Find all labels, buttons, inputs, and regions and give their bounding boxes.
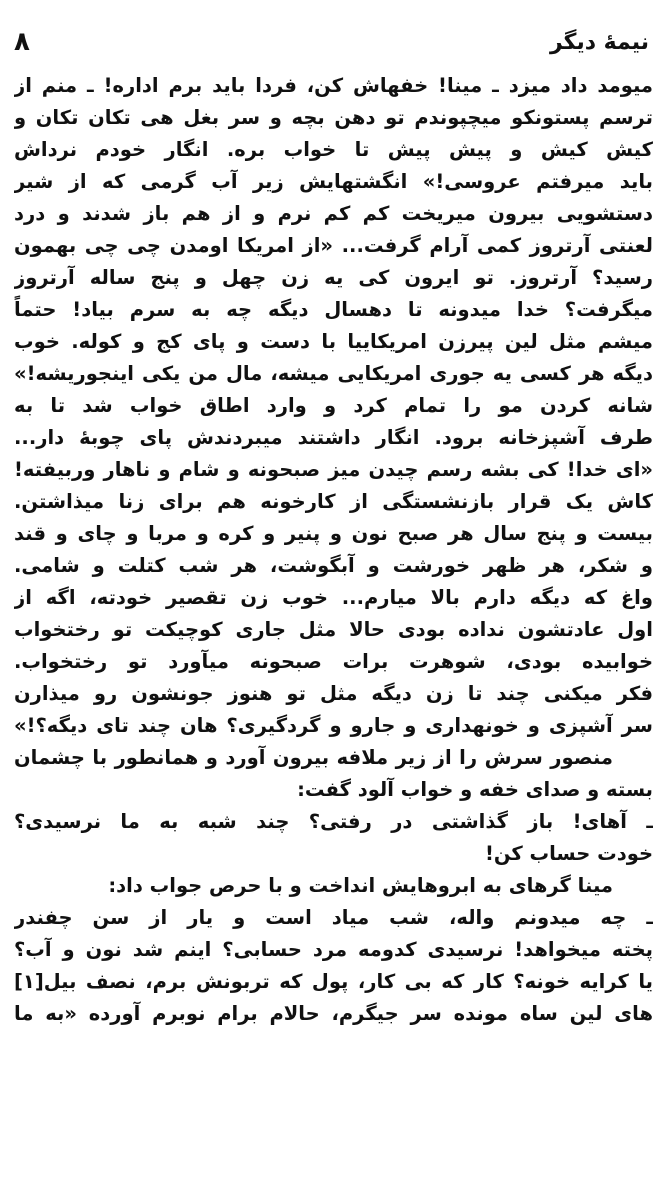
text-line: بیست و پنج سال هر صبح نون و پنیر و کره و مربا و چای و قند bbox=[14, 522, 653, 545]
text-line: و شکر، هر ظهر خورشت و آبگوشت، هر شب کتلت و شامی. bbox=[14, 554, 653, 577]
text-line: پخته میخواهد! نرسیدی کدومه مرد حسابی؟ اینم شد نون و آب؟ bbox=[14, 938, 653, 961]
text-line: فکر میکنی چند تا زن دیگه مثل تو هنوز جونشون رو میذارن bbox=[14, 682, 653, 705]
text-line: میگرفت؟ خدا میدونه تا دهسال دیگه چه به سرم بیاد! حتماً bbox=[14, 298, 653, 321]
text-line: باید میرفتم عروسی!» انگشتهایش زیر آب گرمی که از شیر bbox=[14, 170, 653, 193]
text-line: منصور سرش را از زیر ملافه بیرون آورد و همانطور با چشمان bbox=[14, 746, 613, 769]
text-line: دیگه هر کسی یه جوری امریکایی میشه، مال من یکی اینجوریشه!» bbox=[14, 362, 653, 385]
text-line: خوابیده بودی، شوهرت برات صبحونه میآورد تو رختخواب. bbox=[14, 650, 653, 673]
text-line: ـ آهای! باز گذاشتی در رفتی؟ چند شبه به ما نرسیدی؟ bbox=[14, 810, 653, 833]
text-line: لعنتی آرتروز کمی آرام گرفت... «از امریکا اومدن چی چی بهمون bbox=[14, 234, 653, 257]
text-line: میشم مثل لین پیرزن امریکاییا با دست و پای کج و کوله. خوب bbox=[14, 330, 653, 353]
text-line: شانه کردن مو را تمام کرد و وارد اطاق خواب شد تا به bbox=[14, 394, 653, 417]
page-header bbox=[14, 22, 649, 62]
text-line: میومد داد میزد ـ مینا! خفهاش کن، فردا باید برم اداره! ـ منم از bbox=[14, 74, 653, 97]
text-line: دستشویی بیرون میریخت کم کم نرم و از هم باز شدند و درد bbox=[14, 202, 653, 225]
text-line: کاش یک قرار بازنشستگی از کارخونه هم برای زنا میذاشتن. bbox=[14, 490, 653, 513]
text-line: ـ چه میدونم واله، شب میاد است و یار از سن چفندر bbox=[14, 906, 653, 929]
text-line: خودت حساب کن! bbox=[484, 842, 653, 865]
text-line: ترسم پستونکو میچپوندم تو دهن بچه و سر بغل هی تکان تکان و bbox=[14, 106, 653, 129]
text-line: یا کرایه خونه؟ کار که بی کار، پول که تربونش برم، نصف بیل[۱] bbox=[14, 970, 653, 993]
running-title: نیمهٔ دیگر bbox=[549, 29, 649, 55]
text-line: طرف آشپزخانه برود. انگار داشتند میبردندش پای چوبهٔ دار... bbox=[14, 426, 653, 449]
text-line: سر آشپزی و خونهداری و جارو و گردگیری؟ هان چند تای دیگه؟!» bbox=[14, 714, 653, 737]
text-line: «ای خدا! کی بشه رسم چیدن میز صبحونه و شام و ناهار وربیفته! bbox=[14, 458, 653, 481]
body-text bbox=[14, 70, 653, 1030]
page-number: ۸ bbox=[14, 27, 30, 57]
text-line: بسته و صدای خفه و خواب آلود گفت: bbox=[297, 778, 653, 801]
text-line: مینا گرهای به ابروهایش انداخت و با حرص جواب داد: bbox=[108, 874, 613, 897]
text-line: های لین ساه مونده سر جیگرم، حالام برام نوبرم آورده «به ما bbox=[14, 1002, 653, 1025]
text-line: اول عادتشون نداده بودی حالا مثل جاری کوچیکت تو رختخواب bbox=[14, 618, 653, 641]
text-line: رسید؟ آرتروز. تو ایرون کی یه زن چهل و پنج ساله آرتروز bbox=[14, 266, 653, 289]
text-line: کیش کیش و پیش پیش تا خواب بره. انگار خودم نرداش bbox=[14, 138, 653, 161]
text-line: واغ که دیگه دارم بالا میارم... خوب زن تقصیر خودته، اگه از bbox=[14, 586, 653, 609]
